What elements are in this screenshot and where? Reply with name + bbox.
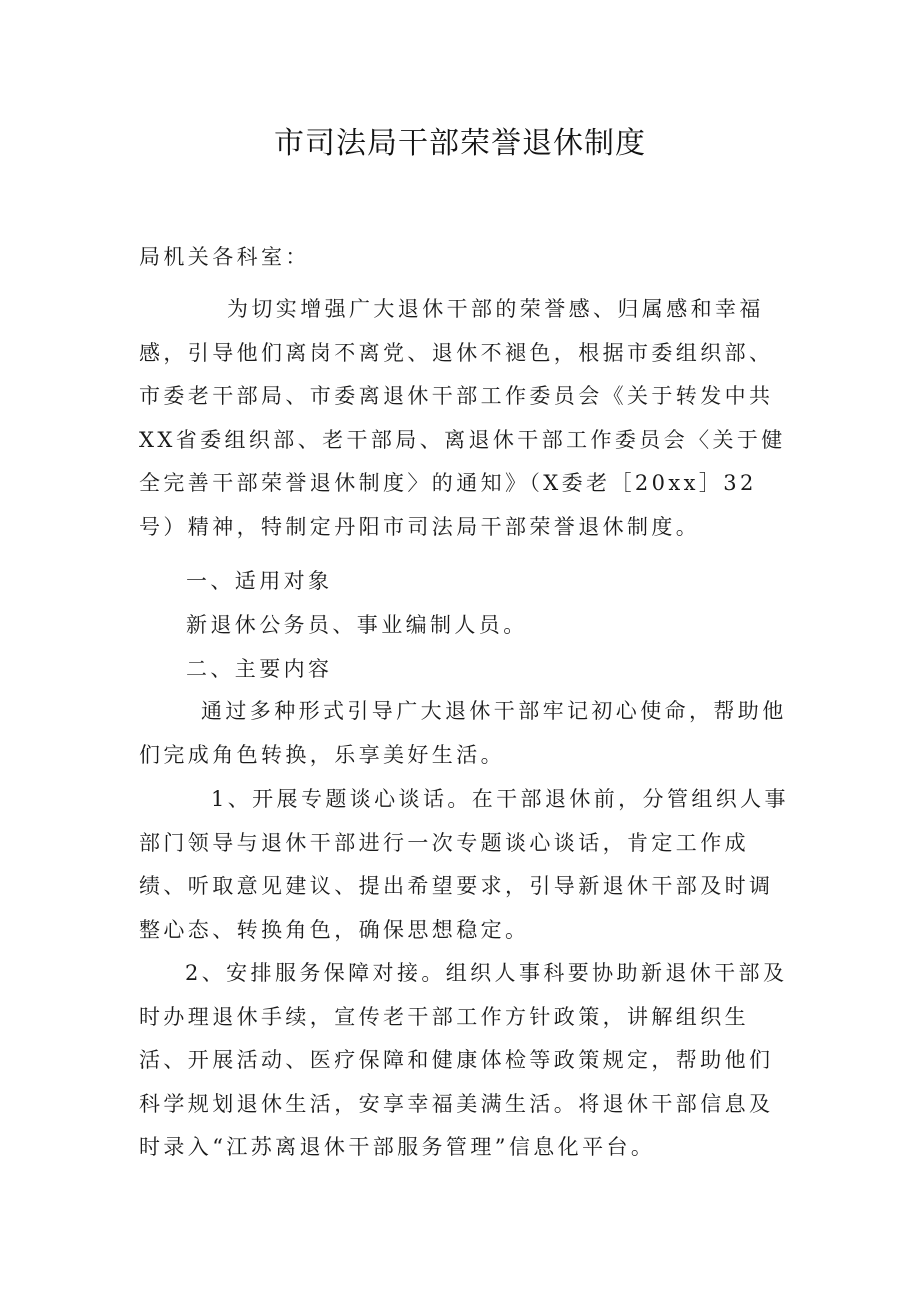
section2-heading: 二、主要内容	[186, 657, 333, 681]
section1-text: 新退休公务员、事业编制人员。	[186, 613, 528, 637]
list-item-2: 2、安排服务保障对接。组织人事科要协助新退休干部及时办理退休手续，宣传老干部工作方针政策，讲解组织生活、开展活动、医疗保障和健康体检等政策规定，帮助他们科学规划退休生活，安享幸福美满生活。将退休干部信息及时录入“江苏离退休干部服务管理”信息化平台。	[139, 961, 788, 1159]
section2-intro: 通过多种形式引导广大退休干部牢记初心使命，帮助他们完成角色转换，乐享美好生活。	[139, 699, 787, 767]
salutation: 局机关各科室：	[139, 245, 310, 269]
list-item-1: 1、开展专题谈心谈话。在干部退休前，分管组织人事部门领导与退休干部进行一次专题谈心谈话，肯定工作成绩、听取意见建议、提出希望要求，引导新退休干部及时调整心态、转换角色，确保思想稳定。	[139, 787, 789, 942]
section1-heading: 一、适用对象	[186, 569, 333, 593]
intro-paragraph: 为切实增强广大退休干部的荣誉感、归属感和幸福感，引导他们离岗不离党、退休不褪色，根据市委组织部、市委老干部局、市委离退休干部工作委员会《关于转发中共XX省委组织部、老干部局、离退休干部工作委员会〈关于健全完善干部荣誉退休制度〉的通知》（X委老［20xx］32号）精神，特制定丹阳市司法局干部荣誉退休制度。	[139, 297, 786, 539]
document-title: 市司法局干部荣誉退休制度	[274, 126, 646, 161]
